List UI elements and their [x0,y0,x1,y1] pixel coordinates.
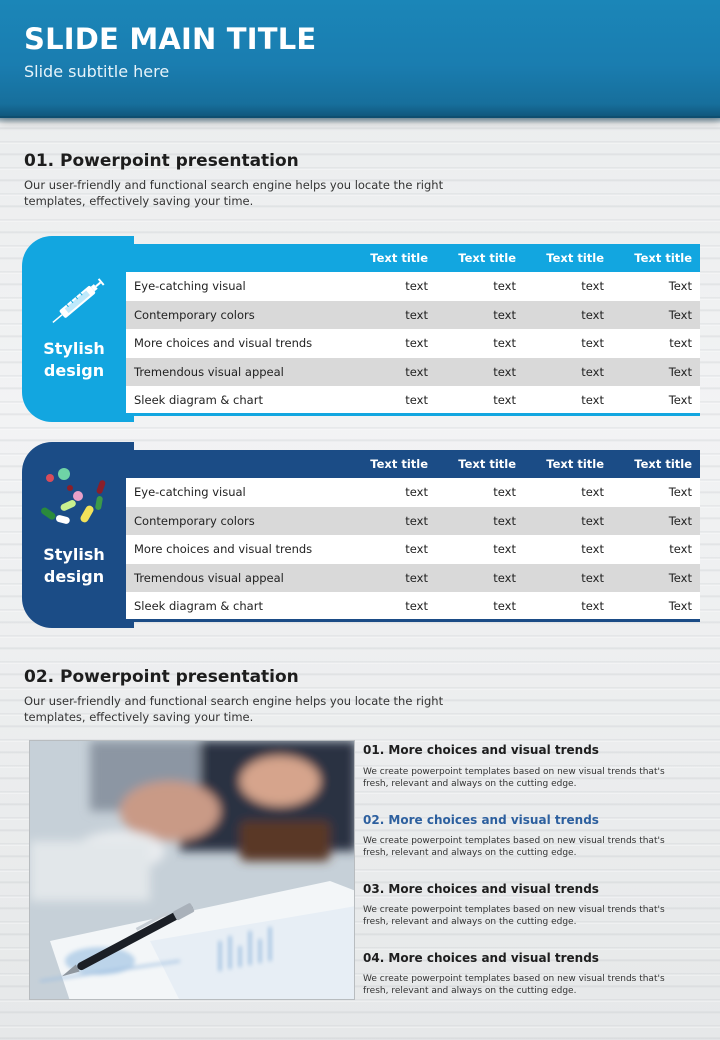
section1-description: Our user-friendly and functional search engine helps you locate the right templates, effectively saving your time. [24,178,444,208]
table-cell: Sleek diagram & chart [126,592,348,621]
table-cell: Text [612,301,700,330]
table-row [126,507,700,536]
syringe-icon [42,258,122,338]
table-row [126,358,700,387]
item-title-4: 04. More choices and visual trends [363,951,599,965]
table-cell: text [524,301,612,330]
table-cell: text [348,564,436,593]
table-cell: More choices and visual trends [126,329,348,358]
table-cell: text [612,535,700,564]
table-cell: Text [612,358,700,387]
table-row [126,535,700,564]
table-cell: text [524,564,612,593]
table-cell: Text [612,564,700,593]
tab-label-line2: design [43,567,105,586]
table-header-cell: Text title [370,457,428,471]
item-desc-1: We create powerpoint templates based on new visual trends that's fresh, relevant and always on the cutting edge. [363,767,665,789]
table-cell: text [436,272,524,301]
table-cell: Tremendous visual appeal [126,358,348,387]
tab-label-line1: Stylish [43,339,105,358]
section1-title: 01. Powerpoint presentation [24,151,299,171]
table-cell: text [436,478,524,507]
table-row [126,386,700,415]
table-cell: Eye-catching visual [126,272,348,301]
table-cell: text [348,301,436,330]
table-cell: text [524,535,612,564]
item-title-1: 01. More choices and visual trends [363,743,599,757]
item-desc-3: We create powerpoint templates based on new visual trends that's fresh, relevant and always on the cutting edge. [363,905,665,927]
data-table-1 [126,244,700,416]
table-cell: More choices and visual trends [126,535,348,564]
slide-title: SLIDE MAIN TITLE [24,22,317,56]
table-cell: text [436,592,524,621]
table-cell: Text [612,386,700,415]
table-header-cell: Text title [634,457,692,471]
table-cell: text [612,329,700,358]
table-cell: text [348,358,436,387]
table-header-cell: Text title [458,457,516,471]
slide-subtitle: Slide subtitle here [24,62,170,81]
table-cell: text [524,386,612,415]
table-row [126,329,700,358]
table-cell: text [348,535,436,564]
section2-title: 02. Powerpoint presentation [24,667,299,687]
table-header-cell: Text title [546,457,604,471]
table-header-cell: Text title [634,251,692,265]
table-header-row [126,244,700,272]
table-cell: text [436,535,524,564]
tab-stylish-design-light [22,236,134,422]
table-header-cell: Text title [458,251,516,265]
table-cell: text [524,272,612,301]
item-title-3: 03. More choices and visual trends [363,882,599,896]
table-cell: text [524,507,612,536]
table-cell: text [436,301,524,330]
table-cell: text [348,478,436,507]
pills-icon [34,464,118,534]
table-cell: text [348,329,436,358]
table-cell: Eye-catching visual [126,478,348,507]
item-desc-4: We create powerpoint templates based on new visual trends that's fresh, relevant and always on the cutting edge. [363,974,665,996]
table-cell: text [436,358,524,387]
table-row [126,564,700,593]
table-header-cell: Text title [370,251,428,265]
table-cell: Text [612,592,700,621]
table-cell: text [348,386,436,415]
table-cell: text [348,592,436,621]
tab-stylish-design-dark [22,442,134,628]
table-row [126,301,700,330]
business-photo [29,740,355,1000]
table-cell: Text [612,507,700,536]
table-cell: text [348,272,436,301]
table-cell: text [436,564,524,593]
header-banner [0,0,720,118]
table-cell: Contemporary colors [126,507,348,536]
table-header-cell: Text title [546,251,604,265]
tab-label-line2: design [43,361,105,380]
table-cell: Sleek diagram & chart [126,386,348,415]
table-row [126,478,700,507]
table-cell: text [436,329,524,358]
table-cell: text [524,478,612,507]
item-title-2: 02. More choices and visual trends [363,813,599,827]
table-row [126,272,700,301]
table-cell: text [436,507,524,536]
table-row [126,592,700,621]
table-cell: text [348,507,436,536]
table-cell: Tremendous visual appeal [126,564,348,593]
table-header-row [126,450,700,478]
table-cell: text [524,329,612,358]
table-header-cell [126,450,348,478]
tab-label-line1: Stylish [43,545,105,564]
table-cell: Text [612,272,700,301]
table-cell: text [524,592,612,621]
table-cell: Contemporary colors [126,301,348,330]
section2-description: Our user-friendly and functional search engine helps you locate the right templates, effectively saving your time. [24,694,444,724]
desk-pen-chart-illustration [30,741,355,1000]
data-table-2 [126,450,700,622]
table-cell: text [436,386,524,415]
table-cell: Text [612,478,700,507]
table-header-cell [126,244,348,272]
table-cell: text [524,358,612,387]
item-desc-2: We create powerpoint templates based on new visual trends that's fresh, relevant and always on the cutting edge. [363,836,665,858]
